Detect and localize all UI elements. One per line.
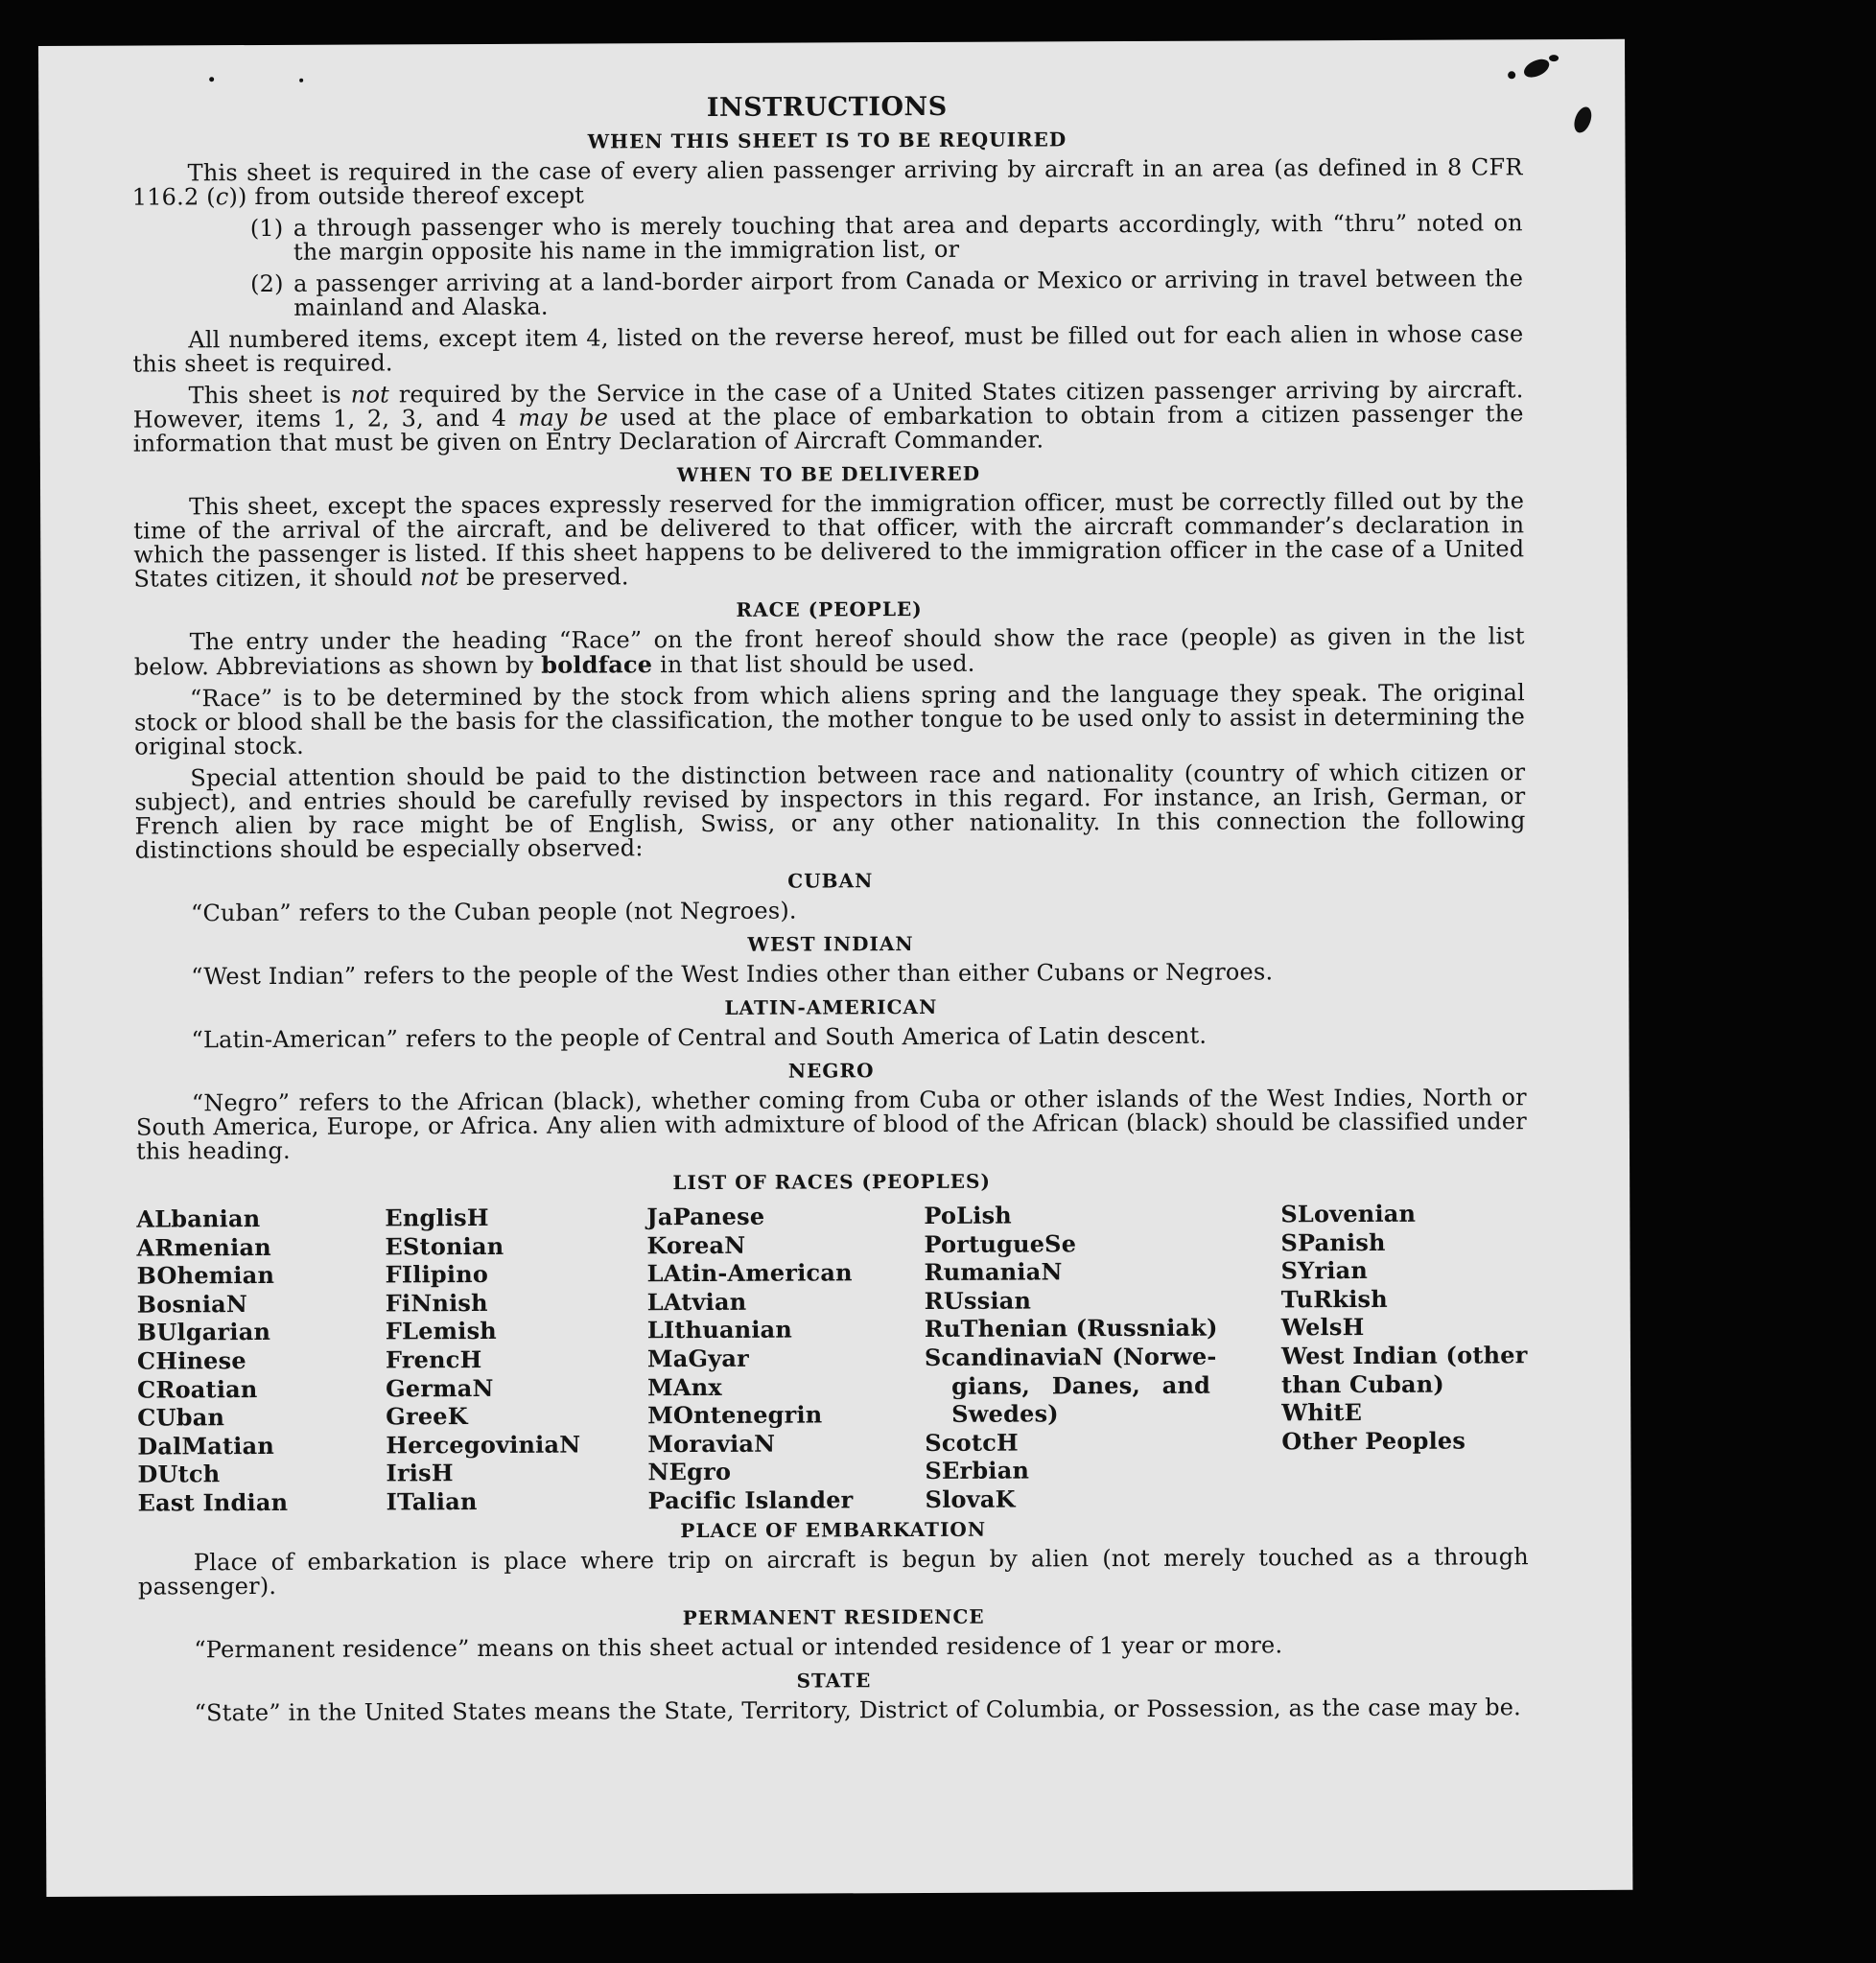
section-heading: NEGRO [787,1059,875,1083]
race-item: NEgro [647,1458,732,1486]
race-item: PortugueSe [924,1228,1077,1258]
exception-item: (2) a passenger arriving at a land-border airport from Canada or Mexico or arriving in travel between the mainland and Alaska. [250,265,1524,321]
paragraph: All numbered items, except item 4, listed on the reverse hereof, must be filled out for each alien in whose case this sheet is required. [132,320,1524,378]
ink-blot [1521,56,1552,81]
race-item: CHinese [136,1346,246,1375]
section-heading: RACE (PEOPLE) [736,596,923,621]
race-item: GreeK [386,1402,468,1431]
race-item: MoraviaN [647,1429,776,1458]
definition-paragraph: “Cuban” refers to the Cuban people (not Negroes). [190,897,797,927]
race-item-continuation: Swedes) [951,1399,1059,1429]
race-item: TuRkish [1280,1284,1388,1314]
race-item: DUtch [137,1460,221,1488]
definition-paragraph: “Latin-American” refers to the people of Central and South America of Latin descent. [191,1021,1208,1054]
race-item: MOntenegrin [647,1400,823,1430]
race-item: Pacific Islander [647,1485,854,1515]
race-item: KoreaN [646,1230,746,1259]
race-item: RuThenian (Russniak) [924,1314,1218,1344]
race-item: SlovaK [925,1484,1016,1513]
ink-blot [1508,71,1515,79]
section-heading: LIST OF RACES (PEOPLES) [672,1169,991,1195]
race-item: HercegoviniaN [386,1430,581,1460]
race-column [385,1203,625,1516]
race-list [136,1199,1528,1517]
race-item: CUban [137,1403,225,1432]
race-item: EStonian [385,1231,504,1261]
race-item: LAtvian [646,1287,747,1317]
ink-blot [1549,55,1559,61]
definition-paragraph: “State” in the United States means the State, Territory, District of Columbia, or Possession, as the case may be. [194,1694,1522,1727]
exception-item: (1) a through passenger who is merely touching that area and departs accordingly, with “thru” noted on the margin opposite his name in the immigration list, or [249,209,1523,266]
race-item: RUssian [924,1286,1032,1315]
race-item: JaPanese [646,1202,765,1231]
race-item: BOhemian [136,1261,275,1290]
definition-paragraph: “Permanent residence” means on this sheet actual or intended residence of 1 year or more. [194,1631,1283,1664]
race-item: West Indian (other [1280,1341,1528,1370]
race-item: DalMatian [137,1431,275,1461]
paragraph: This sheet is not required by the Service in the case of a United States citizen passenger arriving by aircraft. However, items 1, 2, 3, and 4 may be used at the place of embarkation to obtain from a citizen passenger the information that must be given on Entry Declaration of Aircraft Commander. [132,376,1524,457]
race-column [1280,1199,1528,1455]
document-sheet [38,39,1632,1897]
race-item: ITalian [386,1486,478,1516]
section-heading: LATIN-AMERICAN [724,994,938,1019]
race-item: MAnx [647,1372,722,1401]
race-item: SYrian [1280,1256,1369,1285]
page-title: INSTRUCTIONS [706,91,948,123]
race-item: SPanish [1280,1227,1386,1256]
race-item: SLovenian [1280,1199,1417,1228]
race-item: Other Peoples [1281,1426,1466,1456]
race-item: FrencH [385,1344,482,1374]
race-item: ScotcH [925,1428,1019,1457]
race-item: East Indian [137,1487,289,1517]
race-item: LIthuanian [646,1315,793,1344]
section-heading: PLACE OF EMBARKATION [680,1517,987,1543]
paragraph: “Race” is to be determined by the stock from which aliens spring and the language they speak. The original stock or blood shall be the basis for the classification, the mother tongue to be used only to assist in determining the original stock. [134,679,1526,760]
race-item: IrisH [386,1459,454,1487]
race-column [924,1201,1218,1514]
race-item: GermaN [386,1373,494,1402]
section-heading: WHEN TO BE DELIVERED [676,461,981,487]
section-heading: WHEN THIS SHEET IS TO BE REQUIRED [587,128,1067,153]
race-item: ARmenian [136,1232,271,1262]
race-item: PoLish [924,1201,1012,1229]
race-item: WelsH [1280,1313,1365,1342]
paragraph: This sheet, except the spaces expressly reserved for the immigration officer, must be correctly filled out by the time of the arrival of the aircraft, and be delivered to that officer, with the aircraft commander’s declaration in which the passenger is listed. If this sheet happens to be delivered to the immigration officer in the case of a United States citizen, it should not be preserved. [133,487,1525,593]
dust-speck [299,79,303,82]
definition-paragraph: “Negro” refers to the African (black), whether coming from Cuba or other islands of the West Indies, North or South America, Europe, or Africa. Any alien with admixture of blood of the African (black) should be classified under this heading. [135,1084,1527,1165]
section-heading: CUBAN [787,869,874,893]
definition-paragraph: Place of embarkation is place where trip on aircraft is begun by alien (not merely touched as a through passenger). [137,1543,1529,1601]
paragraph: The entry under the heading “Race” on the front hereof should show the race (people) as given in the list below. Abbreviations as shown by boldface in that list should be used. [133,622,1525,681]
race-item: ALbanian [136,1204,261,1233]
instructions-content [131,92,1529,1733]
race-item: SErbian [925,1456,1030,1485]
section-heading: PERMANENT RESIDENCE [682,1604,985,1630]
race-item: EnglisH [385,1203,489,1232]
race-item: ScandinaviaN (Norwe- [924,1342,1217,1371]
race-item-continuation: than Cuban) [1281,1369,1444,1398]
section-heading: WEST INDIAN [747,932,914,956]
race-column [646,1202,906,1515]
race-item: CRoatian [137,1374,258,1404]
race-item: WhitE [1281,1398,1363,1427]
paragraph: This sheet is required in the case of every alien passenger arriving by aircraft in an area (as defined in 8 CFR 116.2 (c)) from outside thereof except [131,153,1523,211]
paragraph: Special attention should be paid to the distinction between race and nationality (country of which citizen or subject), and entries should be carefully revised by inspectors in this regard. For instance, an Irish, German, or French alien by race might be of English, Swiss, or any other nationality. In this connection the following distinctions should be especially observed: [134,759,1526,864]
race-item: RumaniaN [924,1257,1063,1287]
race-item: FiNnish [385,1288,488,1318]
section-heading: STATE [796,1669,872,1693]
race-item: FIlipino [385,1260,489,1289]
dust-speck [209,77,214,82]
race-item: BosniaN [136,1289,248,1319]
race-item: BUlgarian [136,1318,271,1346]
race-item-continuation: gians, Danes, and [951,1370,1211,1400]
race-item: MaGyar [646,1344,750,1373]
ink-blot [1571,105,1595,135]
race-item: FLemish [385,1317,497,1345]
race-column [136,1204,367,1518]
race-item: LAtin-American [646,1258,853,1288]
definition-paragraph: “West Indian” refers to the people of the West Indies other than either Cubans or Negroes. [191,958,1274,991]
